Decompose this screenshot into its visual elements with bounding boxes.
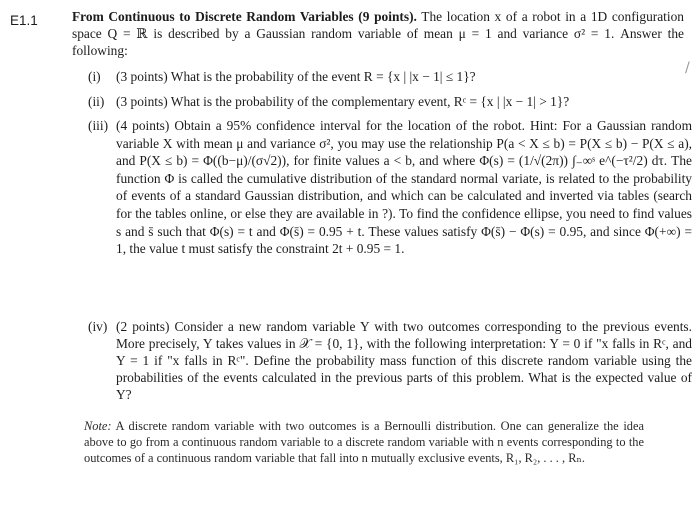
note-text: A discrete random variable with two outcomes is a Bernoulli distribution. One can generalize the idea above to go from a continuous random variable to a discrete random variable with n events corresponding to the outcomes of a continuous random variable that fall into n mutually exclusive events, R₁, R₂, . . . , Rₙ. xyxy=(84,419,644,465)
question-text: (3 points) What is the probability of the complementary event, Rᶜ = {x | |x − 1| > 1}? xyxy=(116,94,570,109)
problem-statement xyxy=(72,8,684,59)
question-text: (2 points) Consider a new random variable Y with two outcomes corresponding to the previous events. More precisely, Y takes values in 𝒳 = {0, 1}, with the following interpretation: Y = 0 if "x falls in Rᶜ, and Y = 1 if "x falls in Rᶜ". Define the probability mass function of this discrete random variable using the probabilities of the events calculated in the previous parts of this problem. What is the expected value of Y? xyxy=(116,319,692,402)
question-text: (3 points) What is the probability of the event R = {x | |x − 1| ≤ 1}? xyxy=(116,69,476,84)
question-item-iv xyxy=(88,318,692,403)
note-block xyxy=(84,418,644,466)
question-item-iii xyxy=(88,117,692,258)
question-number: (iii) xyxy=(88,118,109,133)
note-lead: Note: xyxy=(84,419,112,433)
question-item-ii xyxy=(88,93,692,110)
question-text: (4 points) Obtain a 95% confidence interval for the location of the robot. Hint: For a Gaussian random variable X with mean μ and variance σ², you may use the relationship P(a < X ≤ b) = P(X ≤ b) − P(X ≤ a), and P(X ≤ b) = Φ((b−μ)/(σ√2)), for finite values a < b, and where Φ(s) = (1/√(2π)) ∫₋∞ˢ e^(−τ²/2) dτ. The function Φ is called the cumulative distribution of the standard normal variate, is related to the probability of events of a standard Gaussian distribution, and which can be calculated and inverted via tables (search for the tables online, or else they are available in ?). To find the confidence ellipse, you need to find values s and s̄ such that Φ(s) = t and Φ(s̄) = 0.95 + t. These values satisfy Φ(s̄) − Φ(s) = 0.95, and since Φ(+∞) = 1, the value t must satisfy the constraint 2t + 0.95 = 1. xyxy=(116,118,692,257)
problem-intro: The location x of a robot in a 1D configuration space Q = ℝ is described by a Gaussian random variable of mean μ = 1 and variance σ² = 1. Answer the following: xyxy=(72,9,684,58)
question-number: (i) xyxy=(88,69,101,84)
problem-title: From Continuous to Discrete Random Variables (9 points). xyxy=(72,9,417,24)
question-number: (ii) xyxy=(88,94,105,109)
question-item-i xyxy=(88,68,692,85)
question-number: (iv) xyxy=(88,319,108,334)
margin-mark: / xyxy=(685,60,690,76)
problem-label: E1.1 xyxy=(10,13,38,28)
